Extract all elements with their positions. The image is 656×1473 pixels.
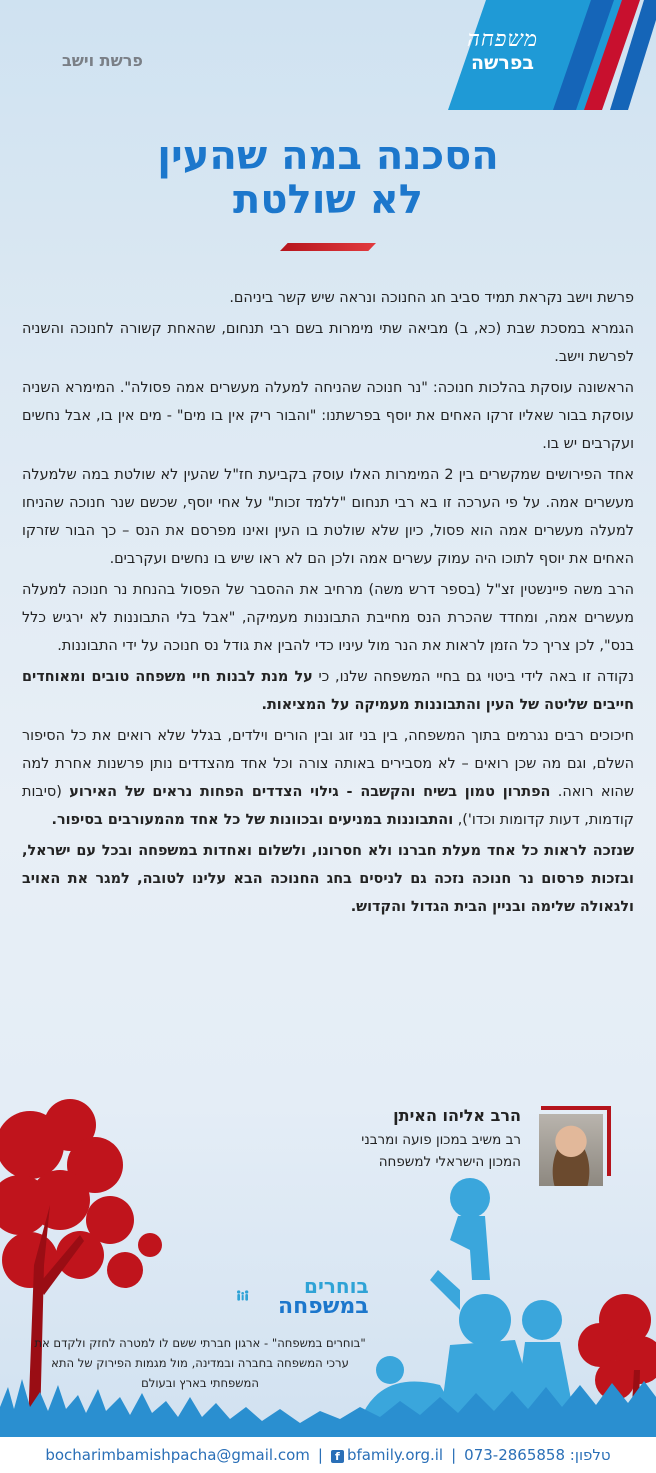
paragraph-6-text: נקודה זו באה לידי ביטוי גם בחיי המשפחה שלנו, כי: [312, 669, 634, 685]
paragraph-8-bold: שנזכה לראות כל אחד מעלת חברנו ולא חסרונו, ולשלום ואחדות במשפחה ובכל עם ישראל, ובזכות פרסום נר חנוכה נזכה גם לניסים בחג החנוכה הבא עלינו לטובה, למגר את האויב ולגאולה שלימה ובניין הבית הגדול והקדוש.: [22, 843, 634, 915]
author-role-line1: רב משיב במכון פועה ומרבני: [361, 1132, 521, 1148]
footer-phone-label: טלפון:: [569, 1446, 611, 1464]
page-title: [0, 134, 656, 222]
parasha-name: פרשת וישב: [62, 51, 143, 70]
paragraph-4: אחד הפירושים שמקשרים בין 2 המימרות האלו עוסק בקביעת חז"ל שהעין לא שולטת במה שלמעלה מעשרים אמה. על פי הערכה זו בא רבי תנחום "ללמד זכות" על אחי יוסף, שכשם שנר חנוכה שהניחו למעלה מעשרים אמה הוא פסול, כיון שלא שולטת בו העין ואינו מפרסם את הנס – כך הבור שזרקו האחים את יוסף לתוכו היה עמוק עשרים אמה ולכן הם לא ראו שיש בו נחשים ועקרבים.: [22, 467, 634, 567]
author-role-line2: המכון הישראלי למשפחה: [378, 1154, 521, 1170]
page-title-line2: לא שולטת: [233, 177, 423, 223]
paragraph-7: [22, 722, 634, 834]
paragraph-8: [22, 837, 634, 921]
org-logo-line2: במשפחה: [278, 1294, 369, 1319]
footer-site[interactable]: [331, 1446, 443, 1464]
footer-separator: |: [451, 1446, 457, 1464]
paragraph-7-text-2: (סיבות קודמות, דעות קדומות וכדו'),: [22, 784, 634, 828]
header-logo-line2: בפרשה: [470, 52, 534, 74]
footer-phone-number: 073-2865858: [464, 1446, 566, 1464]
paragraph-7-bold-1: הפתרון טמון בשיח והקשבה - גילוי הצדדים הפחות נראים של האירוע: [69, 784, 551, 800]
footer: [0, 1437, 656, 1473]
page-title-line1: הסכנה במה שהעין: [157, 133, 499, 179]
header-logo-line1: משפחה: [466, 27, 538, 52]
footer-site-url: bfamily.org.il: [346, 1446, 444, 1464]
header-logo-shape: [426, 0, 656, 110]
footer-phone[interactable]: [464, 1446, 611, 1464]
paragraph-2: הגמרא במסכת שבת (כא, ב) מביאה שתי מימרות בשם רבי תנחום, שהאחת קשורה לחנוכה והשניה לפרשת וישב.: [22, 321, 634, 365]
org-logo-icon: [236, 1272, 276, 1322]
org-logo: [278, 1276, 369, 1318]
paragraph-5: הרב משה פיינשטין זצ"ל (בספר דרש משה) מרחיב את ההסבר של הפסול בהנחת נר חנוכה למעלה מעשרים אמה, ומחדד שהכרת הנס מחייבת התבוננות מעמיקה, "אבל בלי התבוננות לא ירגיש כלל בנס", לכן צריך כל הזמן לראות את הנר מול עיניו כדי להבין את גודל נס חנוכה על ידי התבוננות.: [22, 582, 634, 654]
paragraph-7-bold-2: והתבוננות במניעים ובכוונות של כל אחד מהמעורבים בסיפור.: [51, 812, 454, 828]
header-logo: [467, 28, 538, 74]
paragraph-7-text: חיכוכים רבים נגרמים בתוך המשפחה, בין בני זוג ובין הורים וילדים, בגלל שלא רואים את כל הסיפור השלם, וגם מה שכן רואים – לא מסבירים באותה צורה וכל אחד מהצדדים נותן פרשנות אחרת למה שהוא רואה.: [22, 728, 634, 800]
paragraph-3: הראשונה עוסקת בהלכות חנוכה: "נר חנוכה שהניחה למעלה מעשרים אמה פסולה". המימרא השניה עוסקת בבור שאליו זרקו האחים את יוסף בפרשתנו: "והבור ריק אין בו מים" - מים אין בו, אבל נחשים ועקרבים יש בו.: [22, 380, 634, 452]
paragraph-6-bold: על מנת לבנות חיי משפחה טובים ומאוחדים חייבים שליטה של העין והתבוננות מעמיקה על המציאות.: [22, 669, 634, 713]
org-logo-line1: בוחרים: [304, 1274, 369, 1298]
footer-separator: |: [317, 1446, 323, 1464]
paragraph-1: פרשת וישב נקראת תמיד סביב חג החנוכה ונראה שיש קשר ביניהם.: [229, 290, 634, 306]
paragraph-6: [22, 663, 634, 719]
article-body: [22, 284, 634, 924]
footer-email[interactable]: bocharimbamishpacha@gmail.com: [45, 1446, 310, 1464]
org-description: "בוחרים במשפחה" - ארגון חברתי ששם לו למטרה לחזק ולקדם את ערכי המשפחה בחברה ובמדינה, מול מגמות הפירוק של התא המשפחתי בארץ ובעולם: [34, 1336, 366, 1390]
title-underline: [280, 243, 376, 251]
facebook-icon: f: [331, 1450, 344, 1463]
author-name: הרב אליהו האיתן: [393, 1106, 521, 1125]
